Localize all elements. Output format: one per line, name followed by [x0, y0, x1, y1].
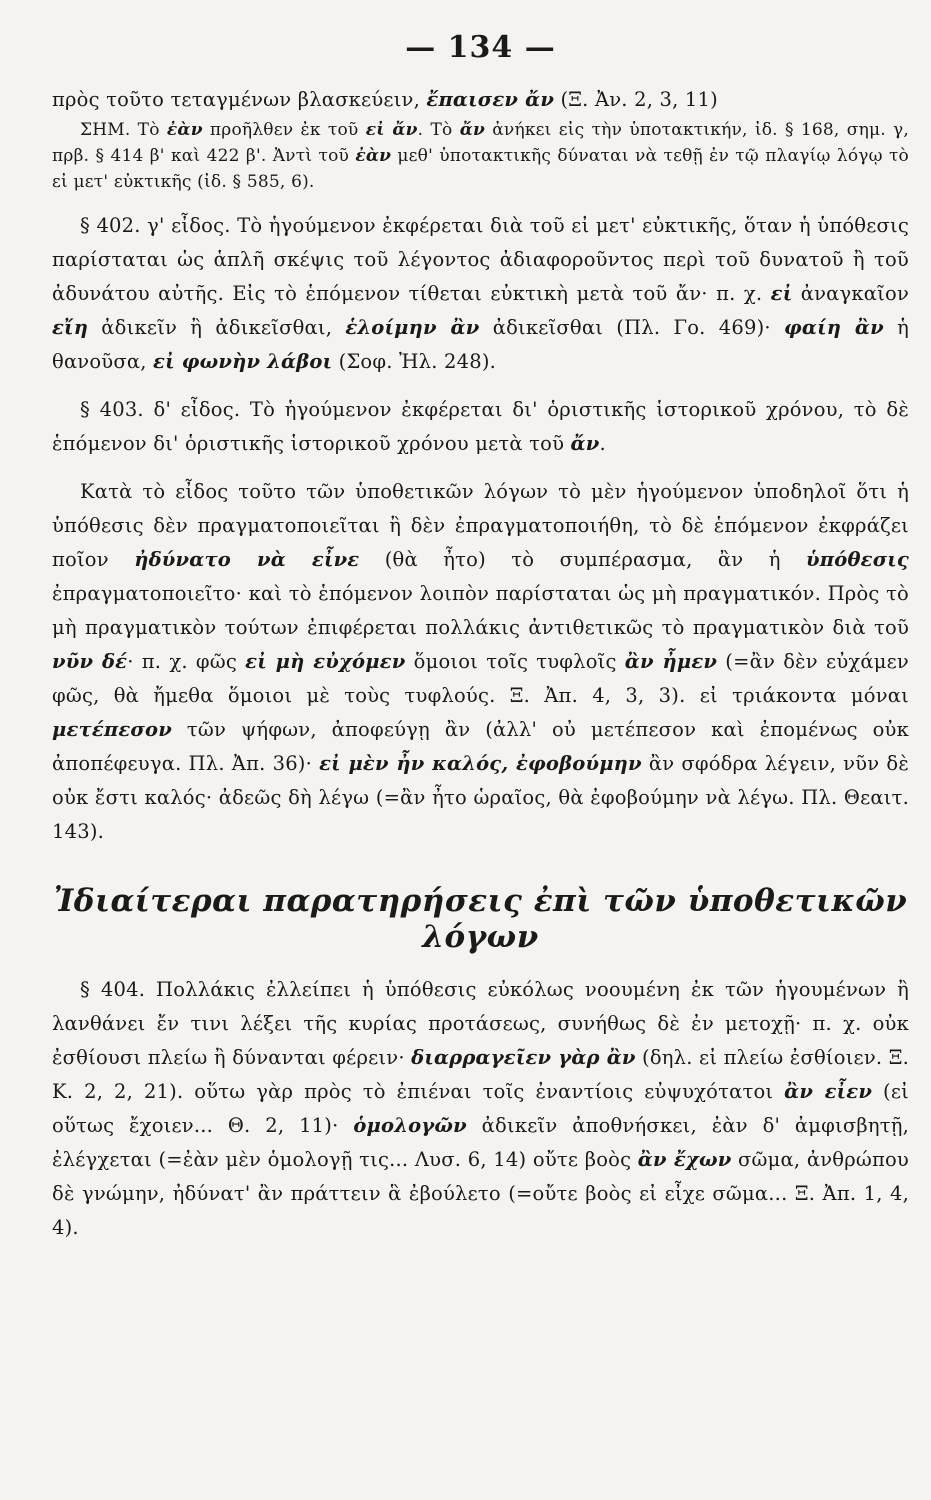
section-heading: Ἰδιαίτεραι παρατηρήσεις ἐπὶ τῶν ὑποθετικῶν λόγων — [53, 883, 908, 955]
spacer — [52, 195, 909, 209]
body-text: ἂν σφόδρα λέγειν, νῦν δὲ οὐκ ἔστι καλός· ἀδεῶς δὴ λέγω (=ἂν ἦτο ὡραῖος, θὰ ἐφοβούμην νὰ λέγω. Πλ. Θεαιτ. 143). — [52, 752, 909, 843]
paragraph — [52, 83, 909, 117]
body-text: ἀδικεῖν ἢ ἀδικεῖσθαι, — [88, 316, 346, 339]
body-text: (δηλ. εἰ πλείω ἐσθίοιεν. Ξ. Κ. 2, 2, 21). οὕτω γὰρ πρὸς τὸ ἐπιέναι τοῖς ἐναντίοις εὐψυχότατοι — [52, 1046, 910, 1103]
body-text: § 404. Πολλάκις ἐλλείπει ἡ ὑπόθεσις εὐκόλως νοουμένη ἐκ τῶν ἡγουμένων ἢ λανθάνει ἔν τινι λέξει τῆς κυρίας προτάσεως, συνήθως δὲ ἐν μετοχῇ· π. χ. οὐκ ἐσθίουσι πλείω ἢ δύνανται φέρειν· — [52, 978, 909, 1069]
emphasis-text: ἂν ἦμεν — [624, 650, 718, 673]
body-text: ἀδικεῖσθαι (Πλ. Γο. 469)· — [479, 316, 785, 339]
emphasis-text: εἴη — [52, 316, 89, 339]
section-404 — [52, 973, 909, 1245]
emphasis-text: ἂν εἶεν — [784, 1080, 873, 1103]
body-text: ΣΗΜ. Τὸ — [80, 120, 167, 140]
spacer — [52, 379, 909, 393]
body-text: (εἰ οὕτως ἔχοιεν... Θ. 2, 11)· — [52, 1080, 909, 1137]
body-text: (Ξ. Ἀν. 2, 3, 11) — [554, 88, 718, 111]
emphasis-text: ἑλοίμην ἂν — [345, 316, 480, 339]
body-text: . — [599, 432, 606, 455]
body-text: τῶν ψήφων, ἀποφεύγῃ ἂν (ἀλλ' οὐ μετέπεσον καὶ ἐπομένως οὐκ ἀποπέφευγα. Πλ. Ἀπ. 36)· — [52, 718, 909, 775]
emphasis-text: ἄν — [570, 432, 600, 455]
emphasis-text: ἂν ἔχων — [637, 1148, 732, 1171]
body-text: (θὰ ἦτο) τὸ συμπέρασμα, ἂν ἡ — [359, 548, 807, 571]
emphasis-text: φαίη ἂν — [784, 316, 884, 339]
emphasis-text: νῦν δέ — [52, 650, 128, 673]
body-text: πρὸς τοῦτο τεταγμένων βλασκεύειν, — [52, 88, 427, 111]
body-text: μεθ' ὑποτακτικῆς δύναται νὰ τεθῇ ἐν τῷ πλαγίῳ λόγῳ τὸ εἰ μετ' εὐκτικῆς (ἰδ. § 585, 6). — [52, 146, 909, 192]
body-text: ἐπραγματοποιεῖτο· καὶ τὸ ἑπόμενον λοιπὸν παρίσταται ὡς μὴ πραγματικόν. Πρὸς τὸ μὴ πραγματικὸν τούτων ἐπιφέρεται πολλάκις ἀντιθετικῶς τὸ πραγματικὸν διὰ τοῦ — [52, 582, 909, 639]
emphasis-text: ὑπόθεσις — [806, 548, 909, 571]
note-paragraph — [52, 117, 909, 195]
body-text: ἡ θανοῦσα, — [52, 316, 909, 373]
emphasis-text: ἐὰν — [166, 120, 203, 140]
spacer — [52, 461, 909, 475]
body-text: ἀνήκει εἰς τὴν ὑποτακτικήν, ἰδ. § 168, σημ. γ, πρβ. § 414 β' καὶ 422 β'. Ἀντὶ τοῦ — [52, 120, 909, 166]
page-number: — 134 — — [405, 30, 556, 65]
section-403 — [52, 393, 909, 461]
section-402 — [52, 209, 909, 379]
body-text: . Τὸ — [417, 120, 460, 140]
emphasis-text: εἰ φωνὴν λάβοι — [153, 350, 333, 373]
paragraph — [52, 475, 909, 849]
body-text: προῆλθεν ἐκ τοῦ — [202, 120, 366, 140]
emphasis-text: εἰ μὴ εὐχόμεν — [245, 650, 406, 673]
emphasis-text: ἠδύνατο νὰ εἶνε — [134, 548, 360, 571]
body-text: § 402. γ' εἶδος. Τὸ ἡγούμενον ἐκφέρεται διὰ τοῦ εἰ μετ' εὐκτικῆς, ὅταν ἡ ὑπόθεσις παρίσταται ὡς ἁπλῆ σκέψις τοῦ λέγοντος ἀδιαφοροῦντος περὶ τοῦ δυνατοῦ ἢ τοῦ ἀδυνάτου αὐτῆς. Εἰς τὸ ἑπόμενον τίθεται εὐκτικὴ μετὰ τοῦ ἄν· π. χ. — [52, 214, 909, 305]
emphasis-text: εἰ μὲν ἦν καλός, ἐφοβούμην — [319, 752, 642, 775]
emphasis-text: ἔπαισεν ἄν — [426, 88, 555, 111]
body-text: § 403. δ' εἶδος. Τὸ ἡγούμενον ἐκφέρεται δι' ὁριστικῆς ἱστορικοῦ χρόνου, τὸ δὲ ἑπόμενον δι' ὁριστικῆς ἱστορικοῦ χρόνου μετὰ τοῦ — [52, 398, 909, 455]
body-text: · π. χ. φῶς — [127, 650, 246, 673]
body-text: ὅμοιοι τοῖς τυφλοῖς — [405, 650, 625, 673]
emphasis-text: εἰ ἄν — [365, 120, 418, 140]
emphasis-text: διαρραγεῖεν γὰρ ἂν — [411, 1046, 636, 1069]
emphasis-text: εἰ — [770, 282, 793, 305]
emphasis-text: μετέπεσον — [52, 718, 172, 741]
body-text: ἀδικεῖν ἀποθνήσκει, ἐὰν δ' ἀμφισβητῇ, ἐλέγχεται (=ἐὰν μὲν ὁμολογῇ τις... Λυσ. 6, 14) οὔτε βοὸς — [52, 1114, 909, 1171]
body-text: (Σοφ. Ἠλ. 248). — [332, 350, 497, 373]
emphasis-text: ὁμολογῶν — [353, 1114, 467, 1137]
emphasis-text: ἄν — [459, 120, 485, 140]
body-text: Κατὰ τὸ εἶδος τοῦτο τῶν ὑποθετικῶν λόγων τὸ μὲν ἡγούμενον ὑποδηλοῖ ὅτι ἡ ὑπόθεσις δὲν πραγματοποιεῖται ἢ δὲν ἐπραγματοποιήθη, τὸ δὲ ἑπόμενον ἐκφράζει ποῖον — [52, 480, 909, 571]
body-text: σῶμα, ἀνθρώπου δὲ γνώμην, ἠδύνατ' ἂν πράττειν ἃ ἐβούλετο (=οὔτε βοὸς εἰ εἶχε σῶμα... Ξ. Ἀπ. 1, 4, 4). — [52, 1148, 909, 1239]
body-text: ἀναγκαῖον — [792, 282, 910, 305]
body-text: (=ἂν δὲν εὐχάμεν φῶς, θὰ ἤμεθα ὅμοιοι μὲ τοὺς τυφλούς. Ξ. Ἀπ. 4, 3, 3). εἰ τριάκοντα μόναι — [52, 650, 909, 707]
emphasis-text: ἐὰν — [355, 146, 392, 166]
